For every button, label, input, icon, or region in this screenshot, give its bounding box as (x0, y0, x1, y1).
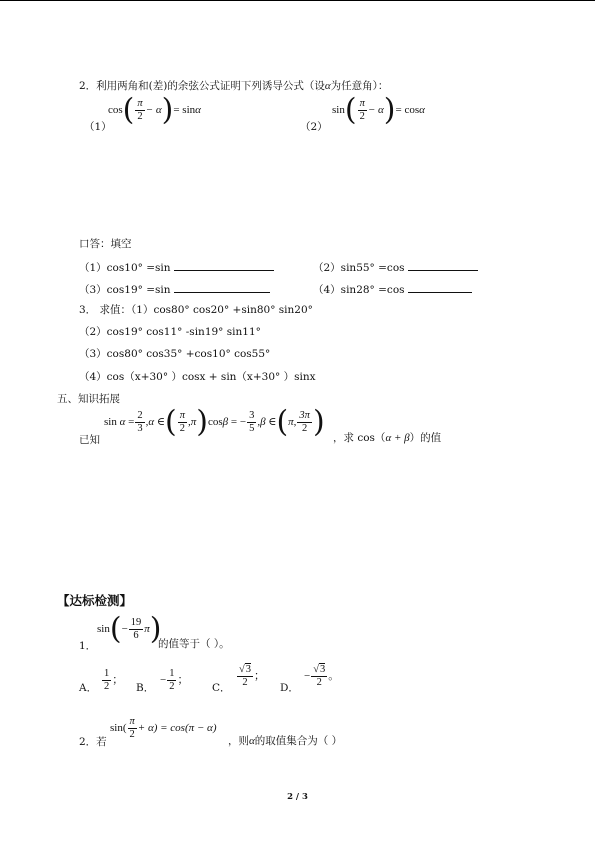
check-q1-number: 1． (79, 640, 97, 652)
answer-blank (174, 282, 270, 293)
q2-part1-label: （1） (84, 121, 112, 133)
q2-part2-formula: sin( $\frac{\pi}{2}$ − α)= cosα (332, 92, 425, 128)
answer-blank (408, 260, 478, 271)
check-q2-text: ，则α的取值集合为（ ） (228, 735, 343, 747)
answer-blank (174, 260, 274, 271)
page-number: 2 / 3 (287, 792, 308, 802)
oral-item-2: （2）sin55° =cos (313, 260, 478, 275)
fraction: $\frac{\pi}{2}$ (179, 410, 185, 435)
fraction: $\frac{√3}{2}$ (239, 664, 252, 689)
fraction: $\frac{1}{2}$ (104, 668, 110, 693)
fraction: $\frac{19}{6}$ (130, 617, 142, 642)
check-q2-formula: sin( $\frac{\pi}{2}$ + α) = cos(π − α) (110, 716, 217, 741)
oral-item-4: （4）sin28° =cos (313, 282, 472, 297)
sqrt-symbol: √3 (239, 664, 252, 675)
section5-heading: 五、知识拓展 (57, 393, 120, 405)
fraction: $\frac{2}{3}$ (137, 410, 143, 435)
fraction: $\frac{1}{2}$ (169, 668, 175, 693)
fraction: $\frac{\pi}{2}$ (359, 98, 365, 123)
answer-blank (408, 282, 472, 293)
option-a-label: A． (79, 682, 98, 694)
q3-line-4: （4）cos（x+30° ）cosx + sin（x+30° ）sinx (79, 371, 316, 383)
check-q1-formula: sin(− $\frac{19}{6}$ π) (97, 611, 162, 647)
sqrt-symbol: √3 (313, 664, 326, 675)
q2-part2-label: （2） (300, 121, 328, 133)
oral-title: 口答：填空 (79, 238, 132, 250)
oral-item-1: （1）cos10° =sin (79, 260, 274, 275)
section5-question: ，求 cos（α + β）的值 (333, 432, 442, 444)
option-b-value: − $\frac{1}{2}$ ； (160, 668, 189, 693)
q2-title: 2．利用两角和(差)的余弦公式证明下列诱导公式（设α为任意角）： (79, 80, 389, 92)
option-c-value: $\frac{√3}{2}$ ； (239, 664, 266, 689)
q3-line-3: （3）cos80° cos35° +cos10° cos55° (79, 348, 271, 360)
option-d-label: D． (280, 682, 299, 694)
fraction: $\frac{√3}{2}$ (313, 664, 326, 689)
check-q1-text: 的值等于（ ）。 (158, 638, 230, 650)
fraction: $\frac{\pi}{2}$ (129, 716, 135, 741)
q3-title: 3． 求值：（1）cos80° cos20° +sin80° sin20° (79, 304, 313, 316)
section5-formula: sin α = $\frac{2}{3}$ ,α ∈( $\frac{\pi}{2}$ ,π)cosβ = − $\frac{3}{5}$ ,β ∈(π, $\frac{3\pi}{2}$ ) (104, 404, 325, 440)
fraction: $\frac{\pi}{2}$ (137, 98, 143, 123)
check-q2-number: 2．若 (79, 736, 107, 748)
fraction: $\frac{3}{5}$ (249, 410, 255, 435)
option-b-label: B． (136, 682, 155, 694)
q2-part1-formula: cos( $\frac{\pi}{2}$ − α)= sinα (108, 92, 201, 128)
option-a-value: $\frac{1}{2}$ ； (104, 668, 124, 693)
oral-item-3: （3）cos19° =sin (79, 282, 270, 297)
option-c-label: C． (212, 682, 231, 694)
option-d-value: − $\frac{√3}{2}$ 。 (304, 664, 340, 689)
q3-line-2: （2）cos19° cos11° -sin19° sin11° (79, 326, 261, 338)
fraction: $\frac{3\pi}{2}$ (299, 410, 310, 435)
section5-known: 已知 (79, 434, 100, 446)
check-heading: 【达标检测】 (57, 593, 133, 608)
top-rule (0, 0, 595, 1)
